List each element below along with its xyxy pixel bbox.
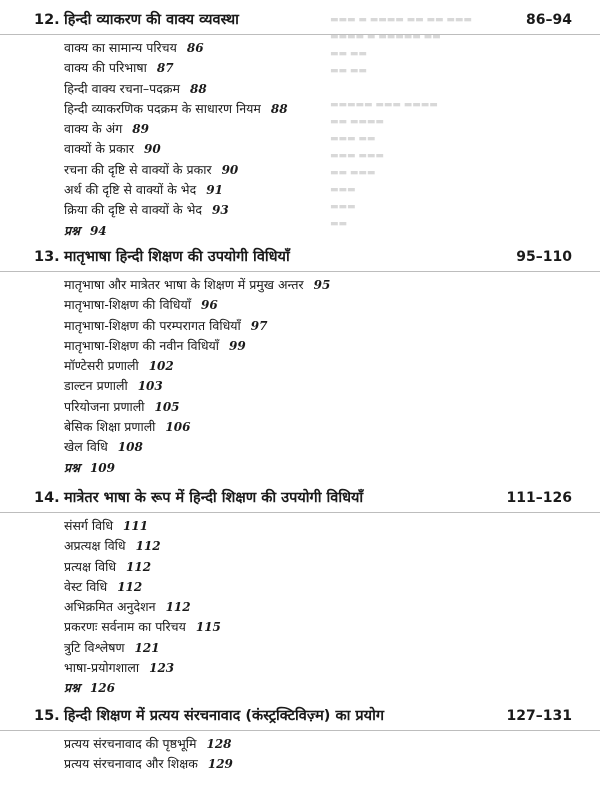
topic-page: 90 bbox=[221, 162, 239, 177]
topic-label: मातृभाषा-शिक्षण की परम्परागत विधियाँ bbox=[64, 317, 241, 333]
topic-item bbox=[64, 376, 330, 396]
topic-item bbox=[64, 58, 288, 78]
topic-page: 112 bbox=[135, 539, 161, 554]
topic-label: मातृभाषा और मात्रेतर भाषा के शिक्षण में प्रमुख अन्तर bbox=[64, 277, 304, 292]
topic-label: संसर्ग विधि bbox=[64, 518, 114, 533]
topic-page: 99 bbox=[229, 338, 246, 353]
topic-page: 90 bbox=[143, 142, 161, 157]
topic-item bbox=[64, 417, 330, 437]
topic-label: प्रत्यक्ष विधि bbox=[64, 558, 117, 574]
chapter-heading bbox=[0, 486, 600, 510]
topic-item bbox=[64, 38, 288, 58]
chapter-heading bbox=[0, 8, 600, 32]
topic-item bbox=[64, 295, 330, 315]
topic-label: भाषा-प्रयोगशाला bbox=[64, 660, 140, 676]
topic-page: 128 bbox=[206, 737, 232, 751]
topic-page: 94 bbox=[89, 223, 107, 238]
topic-page: 112 bbox=[117, 579, 143, 594]
topic-page: 102 bbox=[148, 359, 174, 374]
topic-list bbox=[64, 734, 233, 775]
questions-item bbox=[64, 221, 288, 241]
topic-label: बेसिक शिक्षा प्रणाली bbox=[64, 419, 156, 435]
chapter-title: मात्रेतर भाषा के रूप में हिन्दी शिक्षण की उपयोगी विधियाँ bbox=[64, 490, 364, 506]
topic-item bbox=[64, 536, 221, 556]
divider bbox=[0, 512, 600, 513]
topic-page: 106 bbox=[165, 420, 191, 435]
topic-label: प्रश्न bbox=[64, 459, 80, 475]
topic-item bbox=[64, 139, 288, 159]
topic-page: 108 bbox=[117, 440, 143, 455]
topic-label: वाक्य के अंग bbox=[64, 121, 123, 137]
topic-item bbox=[64, 437, 330, 457]
topic-item bbox=[64, 397, 330, 417]
questions-item bbox=[64, 678, 221, 698]
show-through-text: ▬▬▬ ▬ ▬▬▬▬ ▬▬ ▬▬ ▬▬▬ ▬▬▬▬ ▬ ▬▬▬▬▬ ▬▬ ▬▬ ▬▬ ▬▬ ▬▬ ▬▬▬▬▬ ▬▬▬ ▬▬▬▬ ▬▬ ▬▬▬▬ ▬▬▬ ▬▬ ▬▬▬ ▬▬▬ ▬▬ ▬▬▬ ▬▬▬ ▬▬▬ ▬▬ bbox=[330, 15, 472, 229]
topic-page: 109 bbox=[89, 460, 116, 475]
topic-page: 105 bbox=[154, 399, 180, 414]
topic-label: अप्रत्यक्ष विधि bbox=[64, 538, 126, 554]
topic-label: परियोजना प्रणाली bbox=[64, 398, 145, 414]
topic-item bbox=[64, 119, 288, 139]
topic-label: खेल विधि bbox=[64, 439, 108, 455]
chapter-number: 13. bbox=[34, 249, 60, 265]
topic-page: 123 bbox=[149, 661, 175, 676]
topic-page: 89 bbox=[132, 122, 149, 137]
topic-page: 91 bbox=[206, 183, 223, 198]
chapter-page-range: 127–131 bbox=[506, 708, 572, 724]
topic-label: प्रश्न bbox=[64, 680, 80, 696]
topic-item bbox=[64, 734, 233, 754]
topic-page: 96 bbox=[200, 298, 218, 313]
topic-page: 126 bbox=[89, 681, 116, 696]
topic-item bbox=[64, 180, 288, 200]
topic-label: प्रत्यय संरचनावाद और शिक्षक bbox=[64, 756, 198, 772]
topic-page: 88 bbox=[270, 101, 288, 116]
topic-item bbox=[64, 638, 221, 658]
topic-label: क्रिया की दृष्टि से वाक्यों के भेद bbox=[64, 202, 203, 218]
topic-label: मातृभाषा-शिक्षण की नवीन विधियाँ bbox=[64, 337, 219, 353]
topic-page: 129 bbox=[207, 757, 233, 772]
topic-page: 87 bbox=[156, 61, 174, 76]
topic-label: हिन्दी व्याकरणिक पदक्रम के साधारण नियम bbox=[64, 100, 261, 116]
topic-label: प्रकरणः सर्वनाम का परिचय bbox=[64, 619, 186, 635]
topic-page: 95 bbox=[313, 278, 331, 292]
topic-label: वाक्यों के प्रकार bbox=[64, 141, 134, 157]
topic-page: 103 bbox=[137, 379, 163, 394]
topic-label: वेस्ट विधि bbox=[64, 578, 108, 594]
topic-label: प्रत्यय संरचनावाद की पृष्ठभूमि bbox=[64, 736, 197, 751]
topic-label: वाक्य का सामान्य परिचय bbox=[64, 40, 177, 55]
topic-item bbox=[64, 617, 221, 637]
chapter-heading bbox=[0, 704, 600, 728]
topic-item bbox=[64, 577, 221, 597]
chapter-section bbox=[0, 8, 600, 238]
divider bbox=[0, 730, 600, 731]
topic-label: मॉण्टेसरी प्रणाली bbox=[64, 358, 139, 374]
chapter-page-range: 95–110 bbox=[516, 249, 572, 265]
chapter-page-range: 86–94 bbox=[526, 12, 572, 28]
topic-page: 93 bbox=[212, 203, 229, 218]
chapter-title: मातृभाषा हिन्दी शिक्षण की उपयोगी विधियाँ bbox=[64, 249, 290, 265]
topic-item bbox=[64, 99, 288, 119]
divider bbox=[0, 34, 600, 35]
topic-page: 86 bbox=[186, 41, 204, 55]
chapter-section bbox=[0, 486, 600, 696]
topic-label: अभिक्रमित अनुदेशन bbox=[64, 599, 156, 615]
topic-label: अर्थ की दृष्टि से वाक्यों के भेद bbox=[64, 182, 197, 198]
topic-item bbox=[64, 557, 221, 577]
chapter-number: 12. bbox=[34, 12, 60, 28]
topic-item bbox=[64, 200, 288, 220]
topic-page: 112 bbox=[126, 559, 152, 574]
topic-page: 112 bbox=[165, 600, 191, 615]
chapter-number: 14. bbox=[34, 490, 60, 506]
divider bbox=[0, 271, 600, 272]
topic-list bbox=[64, 275, 330, 478]
topic-page: 115 bbox=[195, 620, 221, 635]
topic-item bbox=[64, 79, 288, 99]
topic-page: 111 bbox=[123, 519, 149, 533]
topic-label: प्रश्न bbox=[64, 222, 80, 238]
topic-label: डाल्टन प्रणाली bbox=[64, 378, 128, 394]
topic-page: 121 bbox=[134, 640, 160, 655]
topic-label: वाक्य की परिभाषा bbox=[64, 60, 147, 76]
topic-item bbox=[64, 336, 330, 356]
topic-label: मातृभाषा-शिक्षण की विधियाँ bbox=[64, 297, 191, 313]
topic-list bbox=[64, 516, 221, 699]
topic-item bbox=[64, 516, 221, 536]
topic-page: 97 bbox=[250, 318, 268, 333]
chapter-page-range: 111–126 bbox=[506, 490, 572, 506]
chapter-heading bbox=[0, 245, 600, 269]
topic-item bbox=[64, 597, 221, 617]
topic-item bbox=[64, 275, 330, 295]
topic-item bbox=[64, 316, 330, 336]
topic-item bbox=[64, 356, 330, 376]
chapter-title: हिन्दी शिक्षण में प्रत्यय संरचनावाद (कंस्ट्रक्टिविज़्म) का प्रयोग bbox=[64, 708, 384, 724]
topic-label: रचना की दृष्टि से वाक्यों के प्रकार bbox=[64, 161, 212, 177]
topic-label: त्रुटि विश्लेषण bbox=[64, 639, 125, 655]
chapter-section bbox=[0, 704, 600, 772]
topic-item bbox=[64, 160, 288, 180]
chapter-title: हिन्दी व्याकरण की वाक्य व्यवस्था bbox=[64, 12, 239, 28]
topic-item bbox=[64, 754, 233, 774]
topic-list bbox=[64, 38, 288, 241]
topic-page: 88 bbox=[189, 81, 207, 96]
chapter-number: 15. bbox=[34, 708, 60, 724]
questions-item bbox=[64, 458, 330, 478]
topic-label: हिन्दी वाक्य रचना–पदक्रम bbox=[64, 80, 180, 96]
chapter-section bbox=[0, 245, 600, 475]
topic-item bbox=[64, 658, 221, 678]
